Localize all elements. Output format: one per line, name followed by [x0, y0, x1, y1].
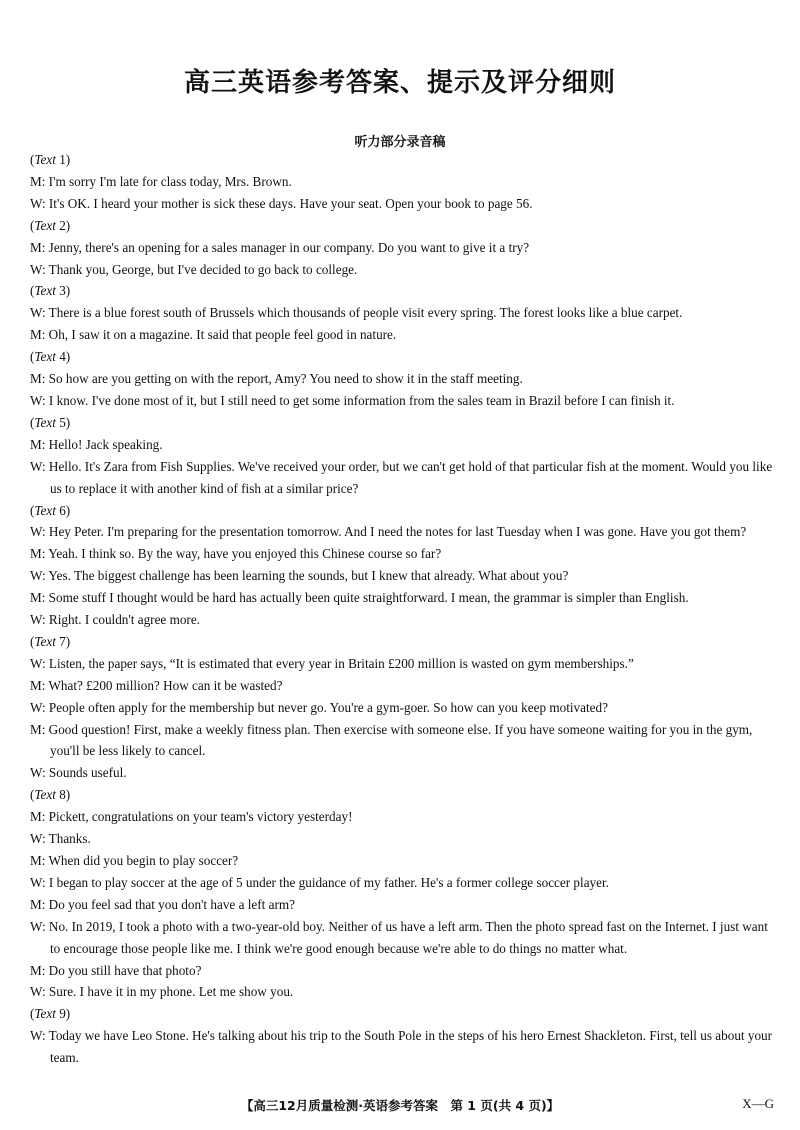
label-paren: (: [30, 283, 35, 299]
label-paren: (: [30, 633, 35, 649]
dialogue-line: M: Hello! Jack speaking.: [30, 436, 163, 452]
dialogue-line: W: Yes. The biggest challenge has been learning the sounds, but I knew that already. What about you?: [30, 568, 569, 584]
dialogue-line: W: People often apply for the membership but never go. You're a gym-goer. So how can you keep motivated?: [30, 699, 608, 715]
dialogue-line: W: No. In 2019, I took a photo with a two-year-old boy. Neither of us have a left arm. Then the photo spread fast on the Internet. I just want to encourage those people like me. I think we're good enough because we're able to do things no matter what.: [30, 918, 768, 956]
text-section-label: [30, 500, 776, 522]
text-section-label: [30, 784, 776, 806]
text-section-label: [30, 1003, 776, 1025]
label-number: 9): [55, 1006, 71, 1022]
dialogue-line: M: Some stuff I thought would be hard has actually been quite straightforward. I mean, the grammar is simpler than English.: [30, 590, 689, 606]
label-paren: (: [30, 787, 35, 803]
dialogue-line: W: Hey Peter. I'm preparing for the presentation tomorrow. And I need the notes for last Tuesday when I was gone. Have you got them?: [30, 524, 747, 540]
label-text: Text: [34, 1006, 56, 1022]
label-number: 3): [55, 283, 71, 299]
dialogue-line: W: Sure. I have it in my phone. Let me show you.: [30, 984, 294, 1000]
label-paren: (: [30, 414, 35, 430]
text-section-label: [30, 215, 776, 237]
dialogue-line: M: What? £200 million? How can it be wasted?: [30, 677, 283, 693]
label-text: Text: [34, 283, 56, 299]
label-number: 5): [55, 414, 71, 430]
dialogue-line: M: Pickett, congratulations on your team's victory yesterday!: [30, 809, 353, 825]
label-number: 2): [55, 217, 71, 233]
label-text: Text: [34, 502, 56, 518]
label-paren: (: [30, 502, 35, 518]
dialogue-line: M: Do you still have that photo?: [30, 962, 202, 978]
label-number: 8): [55, 787, 71, 803]
label-paren: (: [30, 349, 35, 365]
dialogue-line: M: Good question! First, make a weekly fitness plan. Then exercise with someone else. If you have someone waiting for you in the gym, you'll be less likely to cancel.: [30, 721, 753, 759]
text-section-label: [30, 149, 776, 171]
label-text: Text: [34, 633, 56, 649]
section-subtitle: 听力部分录音稿: [354, 135, 446, 150]
label-number: 4): [55, 349, 71, 365]
dialogue-line: W: Listen, the paper says, “It is estimated that every year in Britain £200 million is wasted on gym memberships.”: [30, 655, 634, 671]
text-section-label: [30, 280, 776, 302]
dialogue-line: W: It's OK. I heard your mother is sick these days. Have your seat. Open your book to page 56.: [30, 195, 533, 211]
dialogue-line: M: Do you feel sad that you don't have a left arm?: [30, 896, 295, 912]
label-text: Text: [34, 787, 56, 803]
label-number: 1): [55, 152, 71, 167]
label-paren: (: [30, 217, 35, 233]
dialogue-line: M: I'm sorry I'm late for class today, Mrs. Brown.: [30, 173, 292, 189]
footer-page-info: 【高三12月质量检测·英语参考答案 第 1 页(共 4 页)】: [240, 1098, 560, 1113]
dialogue-line: W: Hello. It's Zara from Fish Supplies. We've received your order, but we can't get hold of that particular fish at the moment. Would you like us to replace it with another kind of fish at a similar price?: [30, 458, 773, 496]
label-paren: (: [30, 1006, 35, 1022]
dialogue-line: W: I know. I've done most of it, but I still need to get some information from the sales team in Brazil before I can finish it.: [30, 392, 675, 408]
dialogue-line: M: Oh, I saw it on a magazine. It said that people feel good in nature.: [30, 327, 397, 343]
transcript-body: [30, 149, 776, 1069]
label-paren: (: [30, 152, 35, 167]
label-text: Text: [34, 414, 56, 430]
label-number: 6): [55, 502, 71, 518]
dialogue-line: W: Sounds useful.: [30, 765, 127, 781]
dialogue-line: W: There is a blue forest south of Brussels which thousands of people visit every spring. The forest looks like a blue carpet.: [30, 305, 683, 321]
text-section-label: [30, 631, 776, 653]
dialogue-line: W: Today we have Leo Stone. He's talking about his trip to the South Pole in the steps of his hero Ernest Shackleton. First, tell us about your team.: [30, 1028, 773, 1066]
label-number: 7): [55, 633, 71, 649]
dialogue-line: M: So how are you getting on with the report, Amy? You need to show it in the staff meeting.: [30, 371, 523, 387]
label-text: Text: [34, 152, 56, 167]
dialogue-line: W: Right. I couldn't agree more.: [30, 612, 200, 628]
dialogue-line: W: Thanks.: [30, 831, 91, 847]
text-section-label: [30, 346, 776, 368]
footer-code: X—G: [742, 1096, 774, 1111]
dialogue-line: M: Yeah. I think so. By the way, have you enjoyed this Chinese course so far?: [30, 546, 442, 562]
page-title: 高三英语参考答案、提示及评分细则: [183, 68, 616, 98]
label-text: Text: [34, 217, 56, 233]
dialogue-line: M: Jenny, there's an opening for a sales manager in our company. Do you want to give it a try?: [30, 239, 530, 255]
page-footer: [0, 1096, 800, 1116]
dialogue-line: M: When did you begin to play soccer?: [30, 853, 239, 868]
label-text: Text: [34, 349, 56, 365]
dialogue-line: W: Thank you, George, but I've decided to go back to college.: [30, 261, 358, 277]
text-section-label: [30, 412, 776, 434]
dialogue-line: W: I began to play soccer at the age of 5 under the guidance of my father. He's a former college soccer player.: [30, 874, 609, 890]
